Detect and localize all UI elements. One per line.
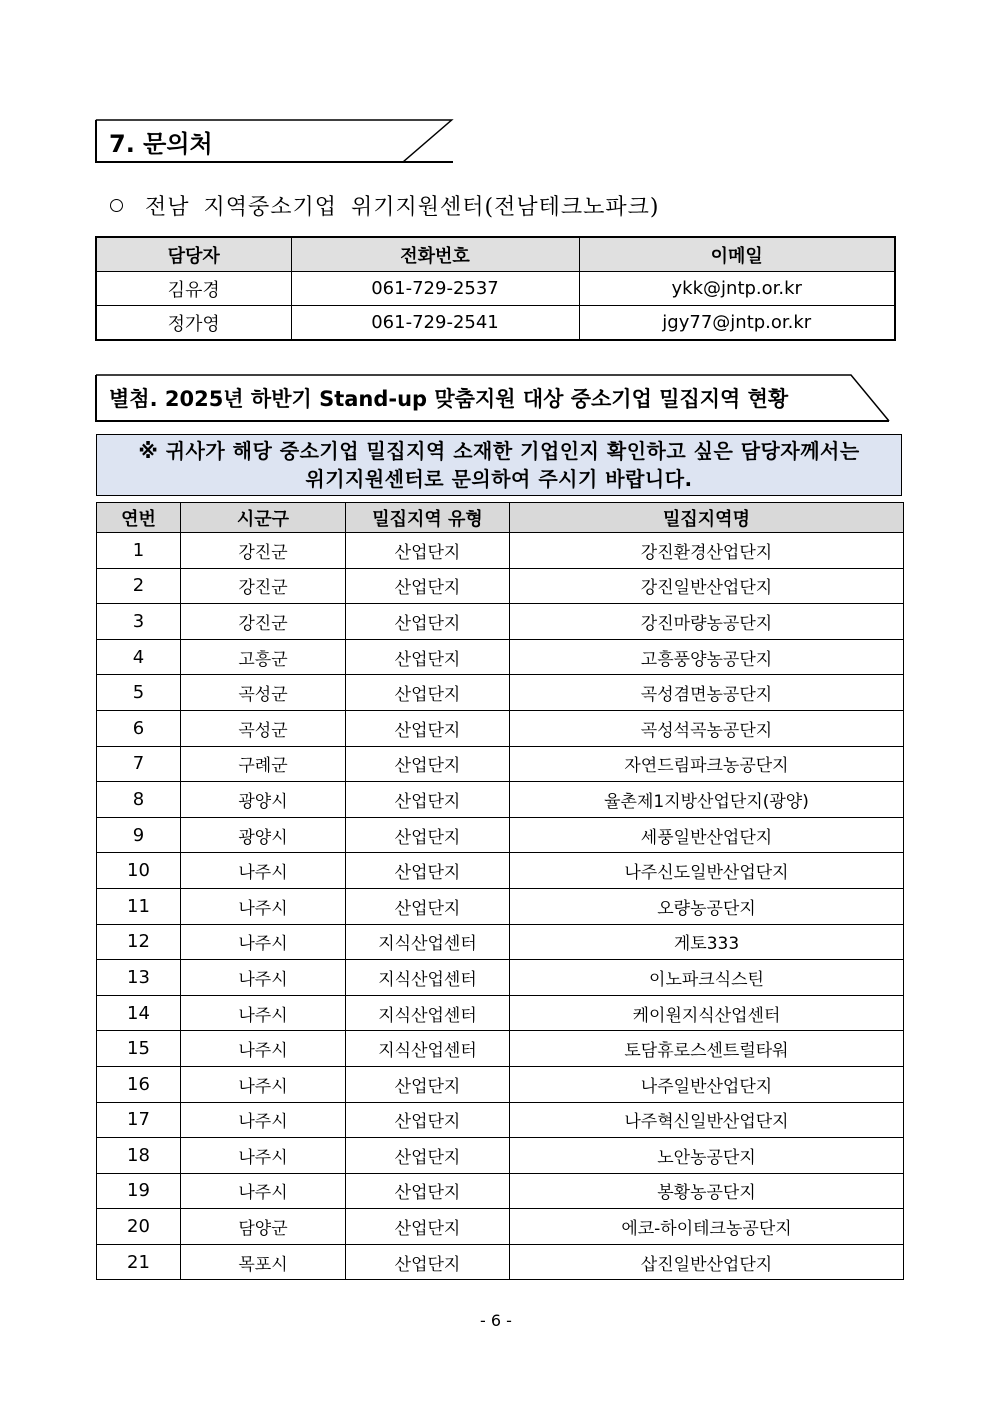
table-row bbox=[97, 1209, 904, 1245]
row-district: 나주시 bbox=[181, 1066, 346, 1102]
header-area-name: 밀집지역명 bbox=[510, 503, 904, 533]
row-serial: 6 bbox=[97, 710, 181, 746]
cluster-area-rows bbox=[97, 533, 904, 1280]
row-district: 목포시 bbox=[181, 1244, 346, 1280]
row-serial: 12 bbox=[97, 924, 181, 960]
row-area-name: 곡성겸면농공단지 bbox=[510, 675, 904, 711]
row-district: 구례군 bbox=[181, 746, 346, 782]
section-header-contact bbox=[95, 119, 455, 163]
row-serial: 4 bbox=[97, 639, 181, 675]
table-row bbox=[96, 272, 895, 306]
row-district: 광양시 bbox=[181, 817, 346, 853]
row-area-type: 지식산업센터 bbox=[346, 995, 510, 1031]
row-district: 나주시 bbox=[181, 960, 346, 996]
header-area-type: 밀집지역 유형 bbox=[346, 503, 510, 533]
contact-phone: 061-729-2537 bbox=[291, 272, 579, 306]
row-area-type: 산업단지 bbox=[346, 1138, 510, 1174]
table-row bbox=[97, 675, 904, 711]
row-serial: 15 bbox=[97, 1031, 181, 1067]
table-row bbox=[97, 1173, 904, 1209]
row-serial: 20 bbox=[97, 1209, 181, 1245]
row-area-name: 나주신도일반산업단지 bbox=[510, 853, 904, 889]
contact-name: 정가영 bbox=[96, 306, 291, 341]
row-area-type: 산업단지 bbox=[346, 888, 510, 924]
row-area-name: 강진환경산업단지 bbox=[510, 533, 904, 569]
center-name: 전남 지역중소기업 위기지원센터(전남테크노파크) bbox=[145, 195, 660, 220]
row-area-type: 지식산업센터 bbox=[346, 924, 510, 960]
section-header-attachment bbox=[95, 374, 891, 422]
table-row bbox=[97, 710, 904, 746]
row-area-type: 지식산업센터 bbox=[346, 1031, 510, 1067]
row-area-type: 산업단지 bbox=[346, 675, 510, 711]
contact-table bbox=[95, 236, 896, 341]
row-area-name: 나주혁신일반산업단지 bbox=[510, 1102, 904, 1138]
row-serial: 2 bbox=[97, 568, 181, 604]
table-row bbox=[97, 1066, 904, 1102]
notice-line-1: ※ 귀사가 해당 중소기업 밀집지역 소재한 기업인지 확인하고 싶은 담당자께서는 bbox=[138, 439, 860, 463]
row-district: 강진군 bbox=[181, 533, 346, 569]
row-area-type: 산업단지 bbox=[346, 568, 510, 604]
row-serial: 1 bbox=[97, 533, 181, 569]
row-area-type: 산업단지 bbox=[346, 817, 510, 853]
row-serial: 13 bbox=[97, 960, 181, 996]
row-area-type: 산업단지 bbox=[346, 533, 510, 569]
row-area-type: 산업단지 bbox=[346, 746, 510, 782]
row-serial: 7 bbox=[97, 746, 181, 782]
row-area-type: 산업단지 bbox=[346, 1209, 510, 1245]
row-district: 나주시 bbox=[181, 888, 346, 924]
row-district: 고흥군 bbox=[181, 639, 346, 675]
table-row bbox=[97, 853, 904, 889]
row-area-name: 삽진일반산업단지 bbox=[510, 1244, 904, 1280]
table-row bbox=[97, 960, 904, 996]
notice-box bbox=[96, 434, 902, 496]
section-title: 7. 문의처 bbox=[109, 129, 213, 158]
row-area-type: 산업단지 bbox=[346, 1244, 510, 1280]
row-area-name: 오량농공단지 bbox=[510, 888, 904, 924]
row-serial: 17 bbox=[97, 1102, 181, 1138]
bullet-circle-icon bbox=[110, 199, 123, 212]
notice-line-2: 위기지원센터로 문의하여 주시기 바랍니다. bbox=[305, 467, 693, 491]
row-serial: 16 bbox=[97, 1066, 181, 1102]
row-area-name: 케이원지식산업센터 bbox=[510, 995, 904, 1031]
row-district: 곡성군 bbox=[181, 675, 346, 711]
table-header-row bbox=[96, 237, 895, 272]
row-area-type: 산업단지 bbox=[346, 853, 510, 889]
row-area-name: 토담휴로스센트럴타워 bbox=[510, 1031, 904, 1067]
row-area-type: 산업단지 bbox=[346, 639, 510, 675]
contact-email: ykk@jntp.or.kr bbox=[579, 272, 895, 306]
header-district: 시군구 bbox=[181, 503, 346, 533]
table-row bbox=[97, 1102, 904, 1138]
contact-phone: 061-729-2541 bbox=[291, 306, 579, 341]
table-row bbox=[97, 604, 904, 640]
row-district: 광양시 bbox=[181, 782, 346, 818]
header-manager: 담당자 bbox=[96, 237, 291, 272]
table-row bbox=[97, 817, 904, 853]
row-district: 나주시 bbox=[181, 1138, 346, 1174]
table-row bbox=[97, 639, 904, 675]
row-district: 곡성군 bbox=[181, 710, 346, 746]
row-area-name: 에코-하이테크농공단지 bbox=[510, 1209, 904, 1245]
cluster-area-table bbox=[96, 502, 904, 1280]
row-area-name: 나주일반산업단지 bbox=[510, 1066, 904, 1102]
row-serial: 11 bbox=[97, 888, 181, 924]
row-serial: 5 bbox=[97, 675, 181, 711]
row-area-name: 율촌제1지방산업단지(광양) bbox=[510, 782, 904, 818]
row-serial: 8 bbox=[97, 782, 181, 818]
row-district: 나주시 bbox=[181, 1102, 346, 1138]
row-area-name: 자연드림파크농공단지 bbox=[510, 746, 904, 782]
contact-email: jgy77@jntp.or.kr bbox=[579, 306, 895, 341]
row-serial: 18 bbox=[97, 1138, 181, 1174]
row-area-name: 고흥풍양농공단지 bbox=[510, 639, 904, 675]
row-area-name: 게토333 bbox=[510, 924, 904, 960]
row-serial: 21 bbox=[97, 1244, 181, 1280]
row-district: 나주시 bbox=[181, 853, 346, 889]
table-row bbox=[97, 995, 904, 1031]
header-email: 이메일 bbox=[579, 237, 895, 272]
row-district: 강진군 bbox=[181, 568, 346, 604]
row-serial: 19 bbox=[97, 1173, 181, 1209]
table-row bbox=[97, 533, 904, 569]
row-area-name: 강진마량농공단지 bbox=[510, 604, 904, 640]
header-serial: 연번 bbox=[97, 503, 181, 533]
row-area-name: 곡성석곡농공단지 bbox=[510, 710, 904, 746]
page-number: - 6 - bbox=[480, 1311, 512, 1330]
center-name-line bbox=[110, 190, 659, 221]
contact-name: 김유경 bbox=[96, 272, 291, 306]
row-district: 나주시 bbox=[181, 924, 346, 960]
row-district: 나주시 bbox=[181, 1031, 346, 1067]
table-row bbox=[97, 782, 904, 818]
table-row bbox=[97, 1138, 904, 1174]
table-row bbox=[97, 1244, 904, 1280]
table-row bbox=[97, 888, 904, 924]
table-row bbox=[97, 924, 904, 960]
row-area-name: 강진일반산업단지 bbox=[510, 568, 904, 604]
row-area-type: 산업단지 bbox=[346, 1173, 510, 1209]
table-row bbox=[97, 1031, 904, 1067]
row-area-type: 산업단지 bbox=[346, 1066, 510, 1102]
row-area-name: 세풍일반산업단지 bbox=[510, 817, 904, 853]
row-serial: 9 bbox=[97, 817, 181, 853]
row-district: 나주시 bbox=[181, 1173, 346, 1209]
row-area-type: 산업단지 bbox=[346, 710, 510, 746]
row-serial: 14 bbox=[97, 995, 181, 1031]
table-row bbox=[97, 568, 904, 604]
table-row bbox=[96, 306, 895, 341]
row-district: 담양군 bbox=[181, 1209, 346, 1245]
row-serial: 10 bbox=[97, 853, 181, 889]
row-area-name: 봉황농공단지 bbox=[510, 1173, 904, 1209]
row-district: 나주시 bbox=[181, 995, 346, 1031]
header-phone: 전화번호 bbox=[291, 237, 579, 272]
row-area-type: 산업단지 bbox=[346, 782, 510, 818]
row-area-name: 이노파크식스틴 bbox=[510, 960, 904, 996]
row-area-type: 산업단지 bbox=[346, 604, 510, 640]
row-area-type: 산업단지 bbox=[346, 1102, 510, 1138]
table-row bbox=[97, 746, 904, 782]
row-district: 강진군 bbox=[181, 604, 346, 640]
row-area-type: 지식산업센터 bbox=[346, 960, 510, 996]
row-area-name: 노안농공단지 bbox=[510, 1138, 904, 1174]
attachment-title: 별첨. 2025년 하반기 Stand-up 맞춤지원 대상 중소기업 밀집지역 현황 bbox=[109, 387, 789, 411]
row-serial: 3 bbox=[97, 604, 181, 640]
table-header-row bbox=[97, 503, 904, 533]
